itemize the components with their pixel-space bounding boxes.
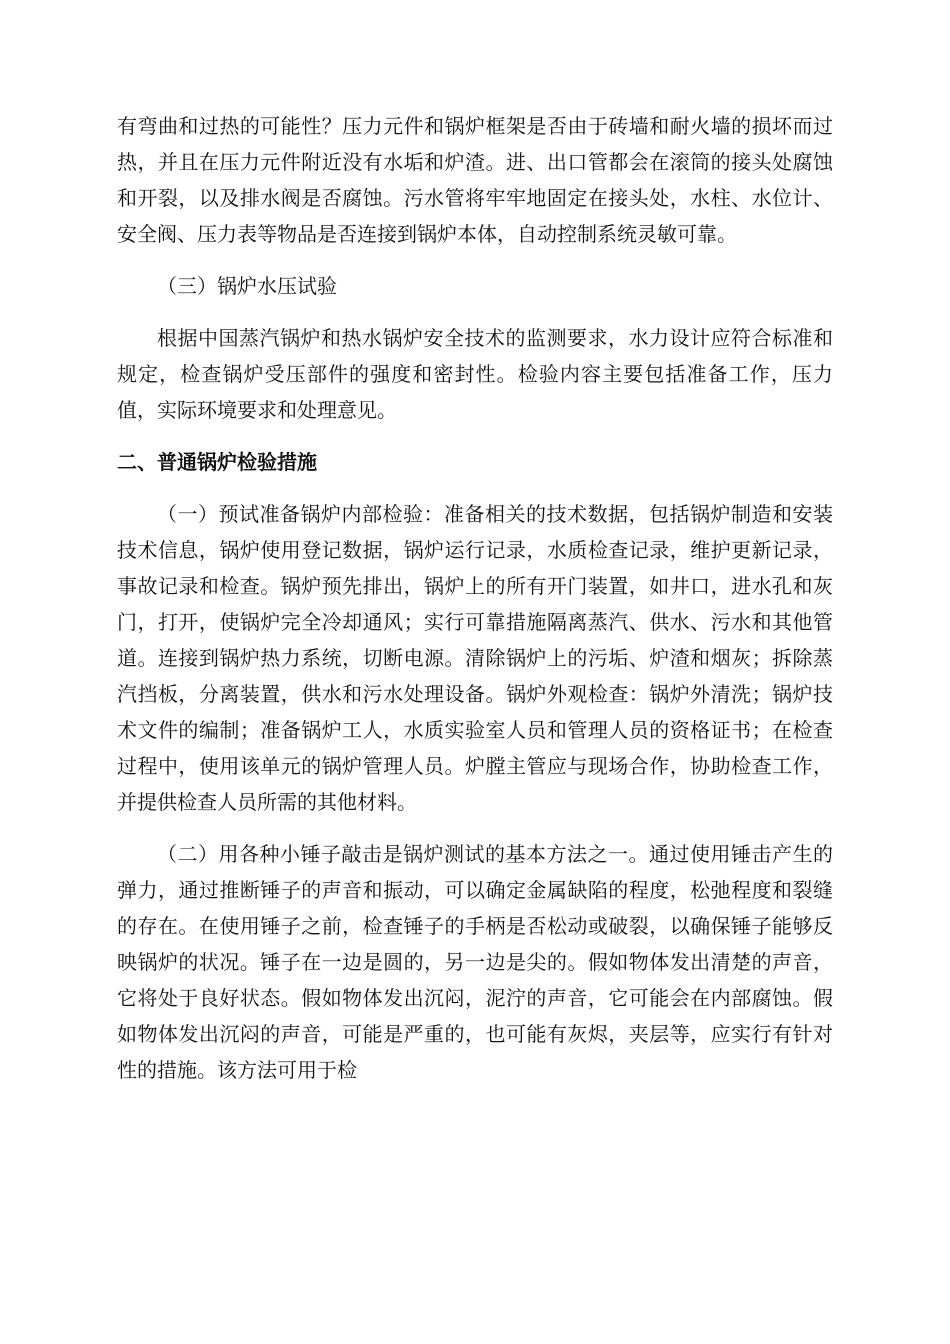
paragraph-hydrostatic-test: 根据中国蒸汽锅炉和热水锅炉安全技术的监测要求，水力设计应符合标准和规定，检查锅炉受压部件的强度和密封性。检验内容主要包括准备工作，压力值，实际环境要求和处理意见。 (117, 326, 833, 422)
document-page (117, 108, 833, 1104)
paragraph-continuation: 有弯曲和过热的可能性？压力元件和锅炉框架是否由于砖墙和耐火墙的损坏而过热，并且在压力元件附近没有水垢和炉渣。进、出口管都会在滚筒的接头处腐蚀和开裂，以及排水阀是否腐蚀。污水管将牢牢地固定在接头处，水柱、水位计、安全阀、压力表等物品是否连接到锅炉本体，自动控制系统灵敏可靠。 (117, 114, 833, 246)
paragraph-pretest-preparation: （一）预试准备锅炉内部检验：准备相关的技术数据，包括锅炉制造和安装技术信息，锅炉使用登记数据，锅炉运行记录，水质检查记录，维护更新记录，事故记录和检查。锅炉预先排出，锅炉上的所有开门装置，如井口，进水孔和灰门，打开，使锅炉完全冷却通风；实行可靠措施隔离蒸汽、供水、污水和其他管道。连接到锅炉热力系统，切断电源。清除锅炉上的污垢、炉渣和烟灰；拆除蒸汽挡板，分离装置，供水和污水处理设备。锅炉外观检查：锅炉外清洗；锅炉技术文件的编制；准备锅炉工人，水质实验室人员和管理人员的资格证书；在检查过程中，使用该单元的锅炉管理人员。炉膛主管应与现场合作，协助检查工作，并提供检查人员所需的其他材料。 (117, 502, 833, 814)
subheading-hydrostatic-test: （三）锅炉水压试验 (157, 274, 337, 298)
section-heading: 二、普通锅炉检验措施 (117, 450, 317, 474)
paragraph-hammer-test: （二）用各种小锤子敲击是锅炉测试的基本方法之一。通过使用锤击产生的弹力，通过推断锤子的声音和振动，可以确定金属缺陷的程度，松弛程度和裂缝的存在。在使用锤子之前，检查锤子的手柄是否松动或破裂，以确保锤子能够反映锅炉的状况。锤子在一边是圆的，另一边是尖的。假如物体发出清楚的声音，它将处于良好状态。假如物体发出沉闷，泥泞的声音，它可能会在内部腐蚀。假如物体发出沉闷的声音，可能是严重的，也可能有灰烬，夹层等，应实行有针对性的措施。该方法可用于检 (117, 842, 833, 1082)
